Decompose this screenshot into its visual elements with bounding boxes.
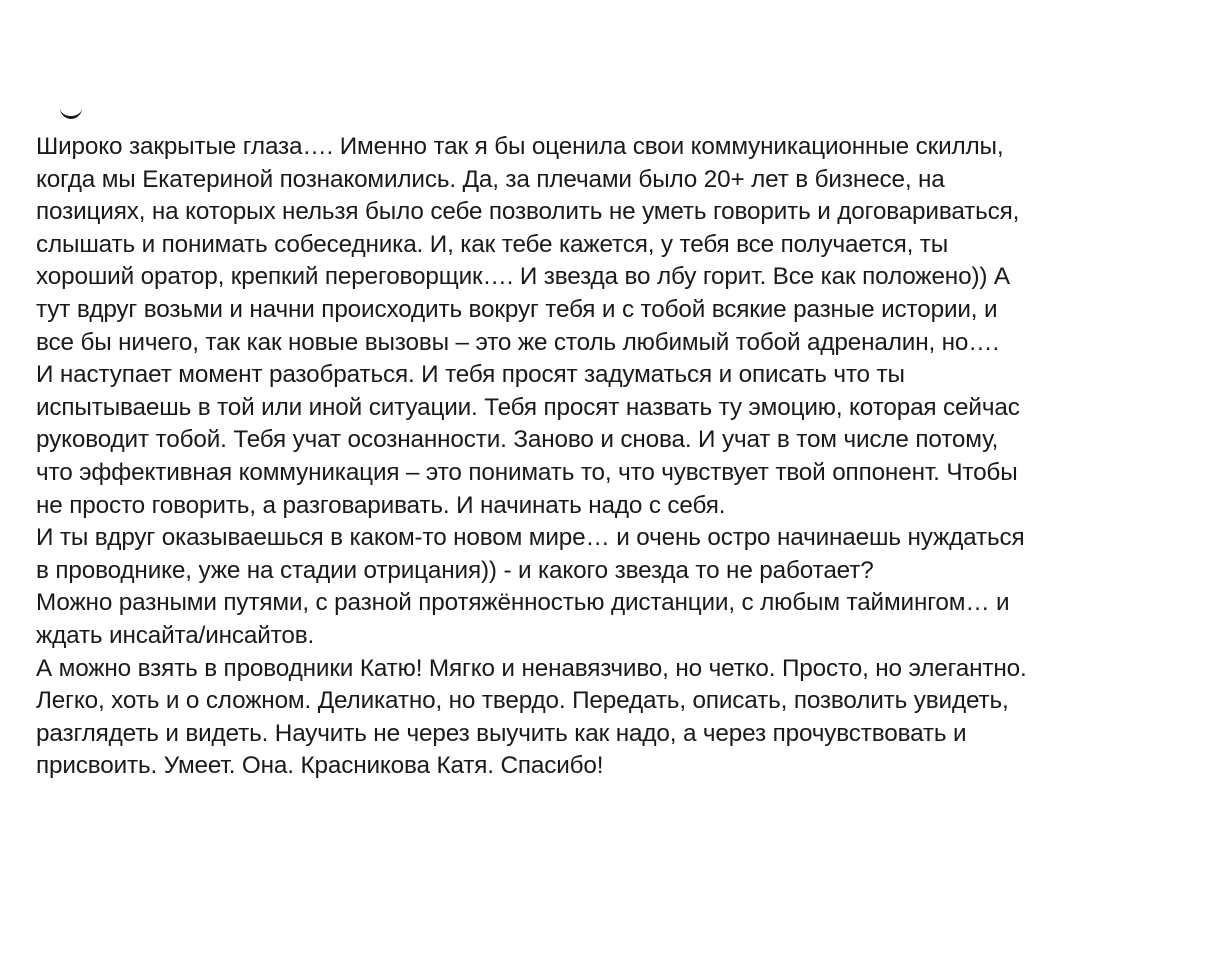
text-line: И ты вдруг оказываешься в каком-то новом мире… и очень остро начинаешь нуждаться <box>36 524 1025 552</box>
text-line: позициях, на которых нельзя было себе позволить не уметь говорить и договариваться, <box>36 198 1020 226</box>
text-line: присвоить. Умеет. Она. Красникова Катя. Спасибо! <box>36 752 604 780</box>
cropped-avatar-fragment <box>60 96 82 119</box>
text-line: не просто говорить, а разговаривать. И начинать надо с себя. <box>36 491 726 519</box>
text-line: руководит тобой. Тебя учат осознанности. Заново и снова. И учат в том числе потому, <box>36 426 999 454</box>
text-line: тут вдруг возьми и начни происходить вокруг тебя и с тобой всякие разные истории, и <box>36 295 998 323</box>
text-line: хороший оратор, крепкий переговорщик…. И звезда во лбу горит. Все как положено)) А <box>36 263 1010 291</box>
text-line: Широко закрытые глаза…. Именно так я бы оценила свои коммуникационные скиллы, <box>36 133 1004 160</box>
text-line: Можно разными путями, с разной протяжённостью дистанции, с любым таймингом… и <box>36 589 1010 617</box>
text-line: И наступает момент разобраться. И тебя просят задуматься и описать что ты <box>36 361 905 389</box>
text-line: все бы ничего, так как новые вызовы – это же столь любимый тобой адреналин, но…. <box>36 328 1000 356</box>
text-line: в проводнике, уже на стадии отрицания)) - и какого звезда то не работает? <box>36 556 874 584</box>
text-line: ждать инсайта/инсайтов. <box>36 621 315 649</box>
text-line: слышать и понимать собеседника. И, как тебе кажется, у тебя все получается, ты <box>36 230 949 258</box>
text-line: разглядеть и видеть. Научить не через выучить как надо, а через прочувствовать и <box>36 719 967 747</box>
text-line: Легко, хоть и о сложном. Деликатно, но твердо. Передать, описать, позволить увидеть, <box>36 687 1009 715</box>
text-line: когда мы Екатериной познакомились. Да, за плечами было 20+ лет в бизнесе, на <box>36 165 945 193</box>
text-line: испытываешь в той или иной ситуации. Тебя просят назвать ту эмоцию, которая сейчас <box>36 393 1020 421</box>
review-text <box>36 131 1196 783</box>
text-line: что эффективная коммуникация – это понимать то, что чувствует твой оппонент. Чтобы <box>36 458 1018 486</box>
text-line: А можно взять в проводники Катю! Мягко и ненавязчиво, но четко. Просто, но элегантно. <box>36 654 1027 682</box>
